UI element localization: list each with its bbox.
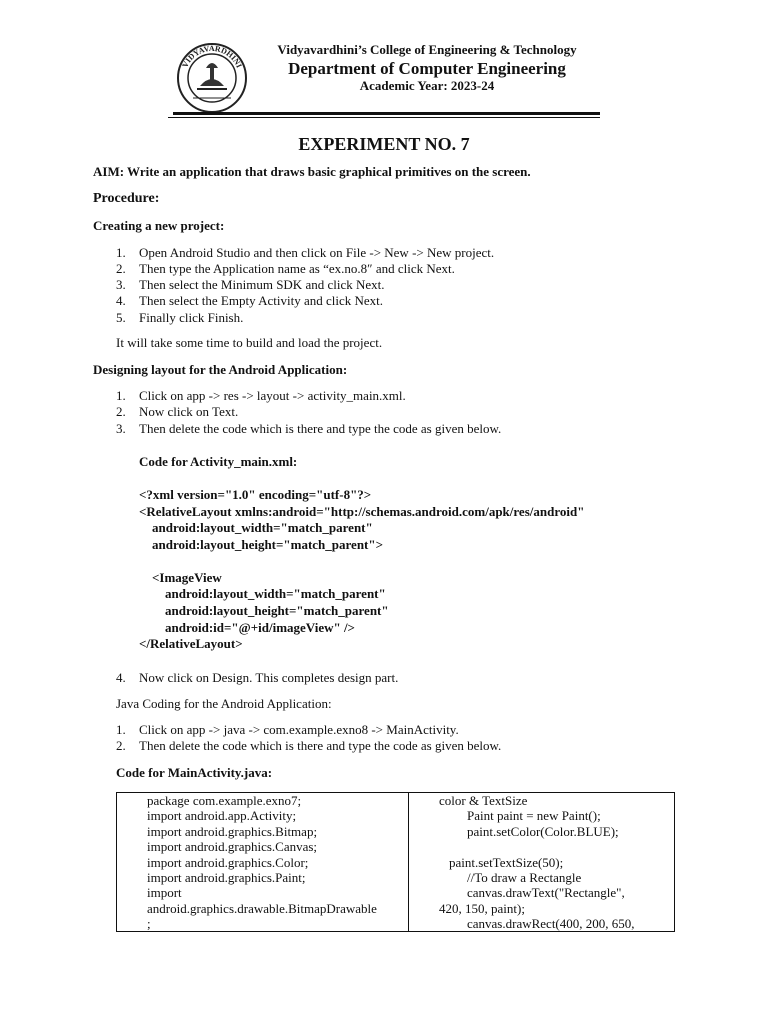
java-code-left-cell [117, 793, 409, 932]
code-line: paint.setColor(Color.BLUE); [467, 824, 619, 839]
java-code-right-cell [409, 793, 675, 932]
code-line: 420, 150, paint); [439, 901, 525, 916]
code-line: package com.example.exno7; [147, 793, 302, 808]
code-line: android:layout_height="match_parent"> [139, 537, 384, 552]
code-line: canvas.drawText("Rectangle", [467, 885, 625, 900]
code-line: color & TextSize [439, 793, 528, 808]
header-rule-thin [168, 117, 600, 118]
java-heading: Java Coding for the Android Application: [116, 696, 332, 711]
code-line: paint.setTextSize(50); [449, 855, 564, 870]
build-note: It will take some time to build and load the project. [116, 335, 383, 350]
code-line: <?xml version="1.0" encoding="utf-8"?> [139, 487, 372, 502]
code-line: import android.graphics.Paint; [147, 870, 306, 885]
code-line: <RelativeLayout xmlns:android="http://schemas.android.com/apk/res/android" [139, 504, 585, 519]
code-line: ; [147, 916, 151, 931]
code-line: import android.app.Activity; [147, 808, 297, 823]
experiment-title: EXPERIMENT NO. 7 [298, 134, 470, 154]
code-line: Paint paint = new Paint(); [467, 808, 601, 823]
aim: AIM: Write an application that draws basic graphical primitives on the screen. [93, 164, 531, 179]
code-line: import android.graphics.Canvas; [147, 839, 318, 854]
logo-text: VIDYAVARDHINI [180, 43, 244, 70]
code-line: canvas.drawRect(400, 200, 650, [467, 916, 635, 931]
college-logo [173, 42, 251, 114]
code-line: </RelativeLayout> [139, 636, 243, 651]
code-line: android:layout_width="match_parent" [139, 520, 373, 535]
code-line: import android.graphics.Color; [147, 855, 309, 870]
code-line: android:layout_width="match_parent" [139, 586, 386, 601]
code-line: android:id="@+id/imageView" /> [139, 620, 355, 635]
procedure-heading: Procedure: [93, 191, 160, 206]
academic-year: Academic Year: 2023-24 [359, 78, 495, 93]
code-line: android:layout_height="match_parent" [139, 603, 389, 618]
department-name: Department of Computer Engineering [288, 59, 566, 78]
creating-heading: Creating a new project: [93, 218, 225, 233]
code-line: import android.graphics.Bitmap; [147, 824, 318, 839]
header-rule-thick [173, 112, 600, 115]
code-line: //To draw a Rectangle [467, 870, 582, 885]
xml-code-heading: Code for Activity_main.xml: [139, 454, 298, 469]
code-line: android.graphics.drawable.BitmapDrawable [147, 901, 377, 916]
code-line: <ImageView [139, 570, 222, 585]
designing-heading: Designing layout for the Android Application: [93, 362, 348, 377]
code-line: import [147, 885, 182, 900]
java-code-heading: Code for MainActivity.java: [116, 765, 273, 780]
java-code-table [116, 792, 675, 932]
college-name: Vidyavardhini’s College of Engineering & Technology [277, 42, 577, 57]
